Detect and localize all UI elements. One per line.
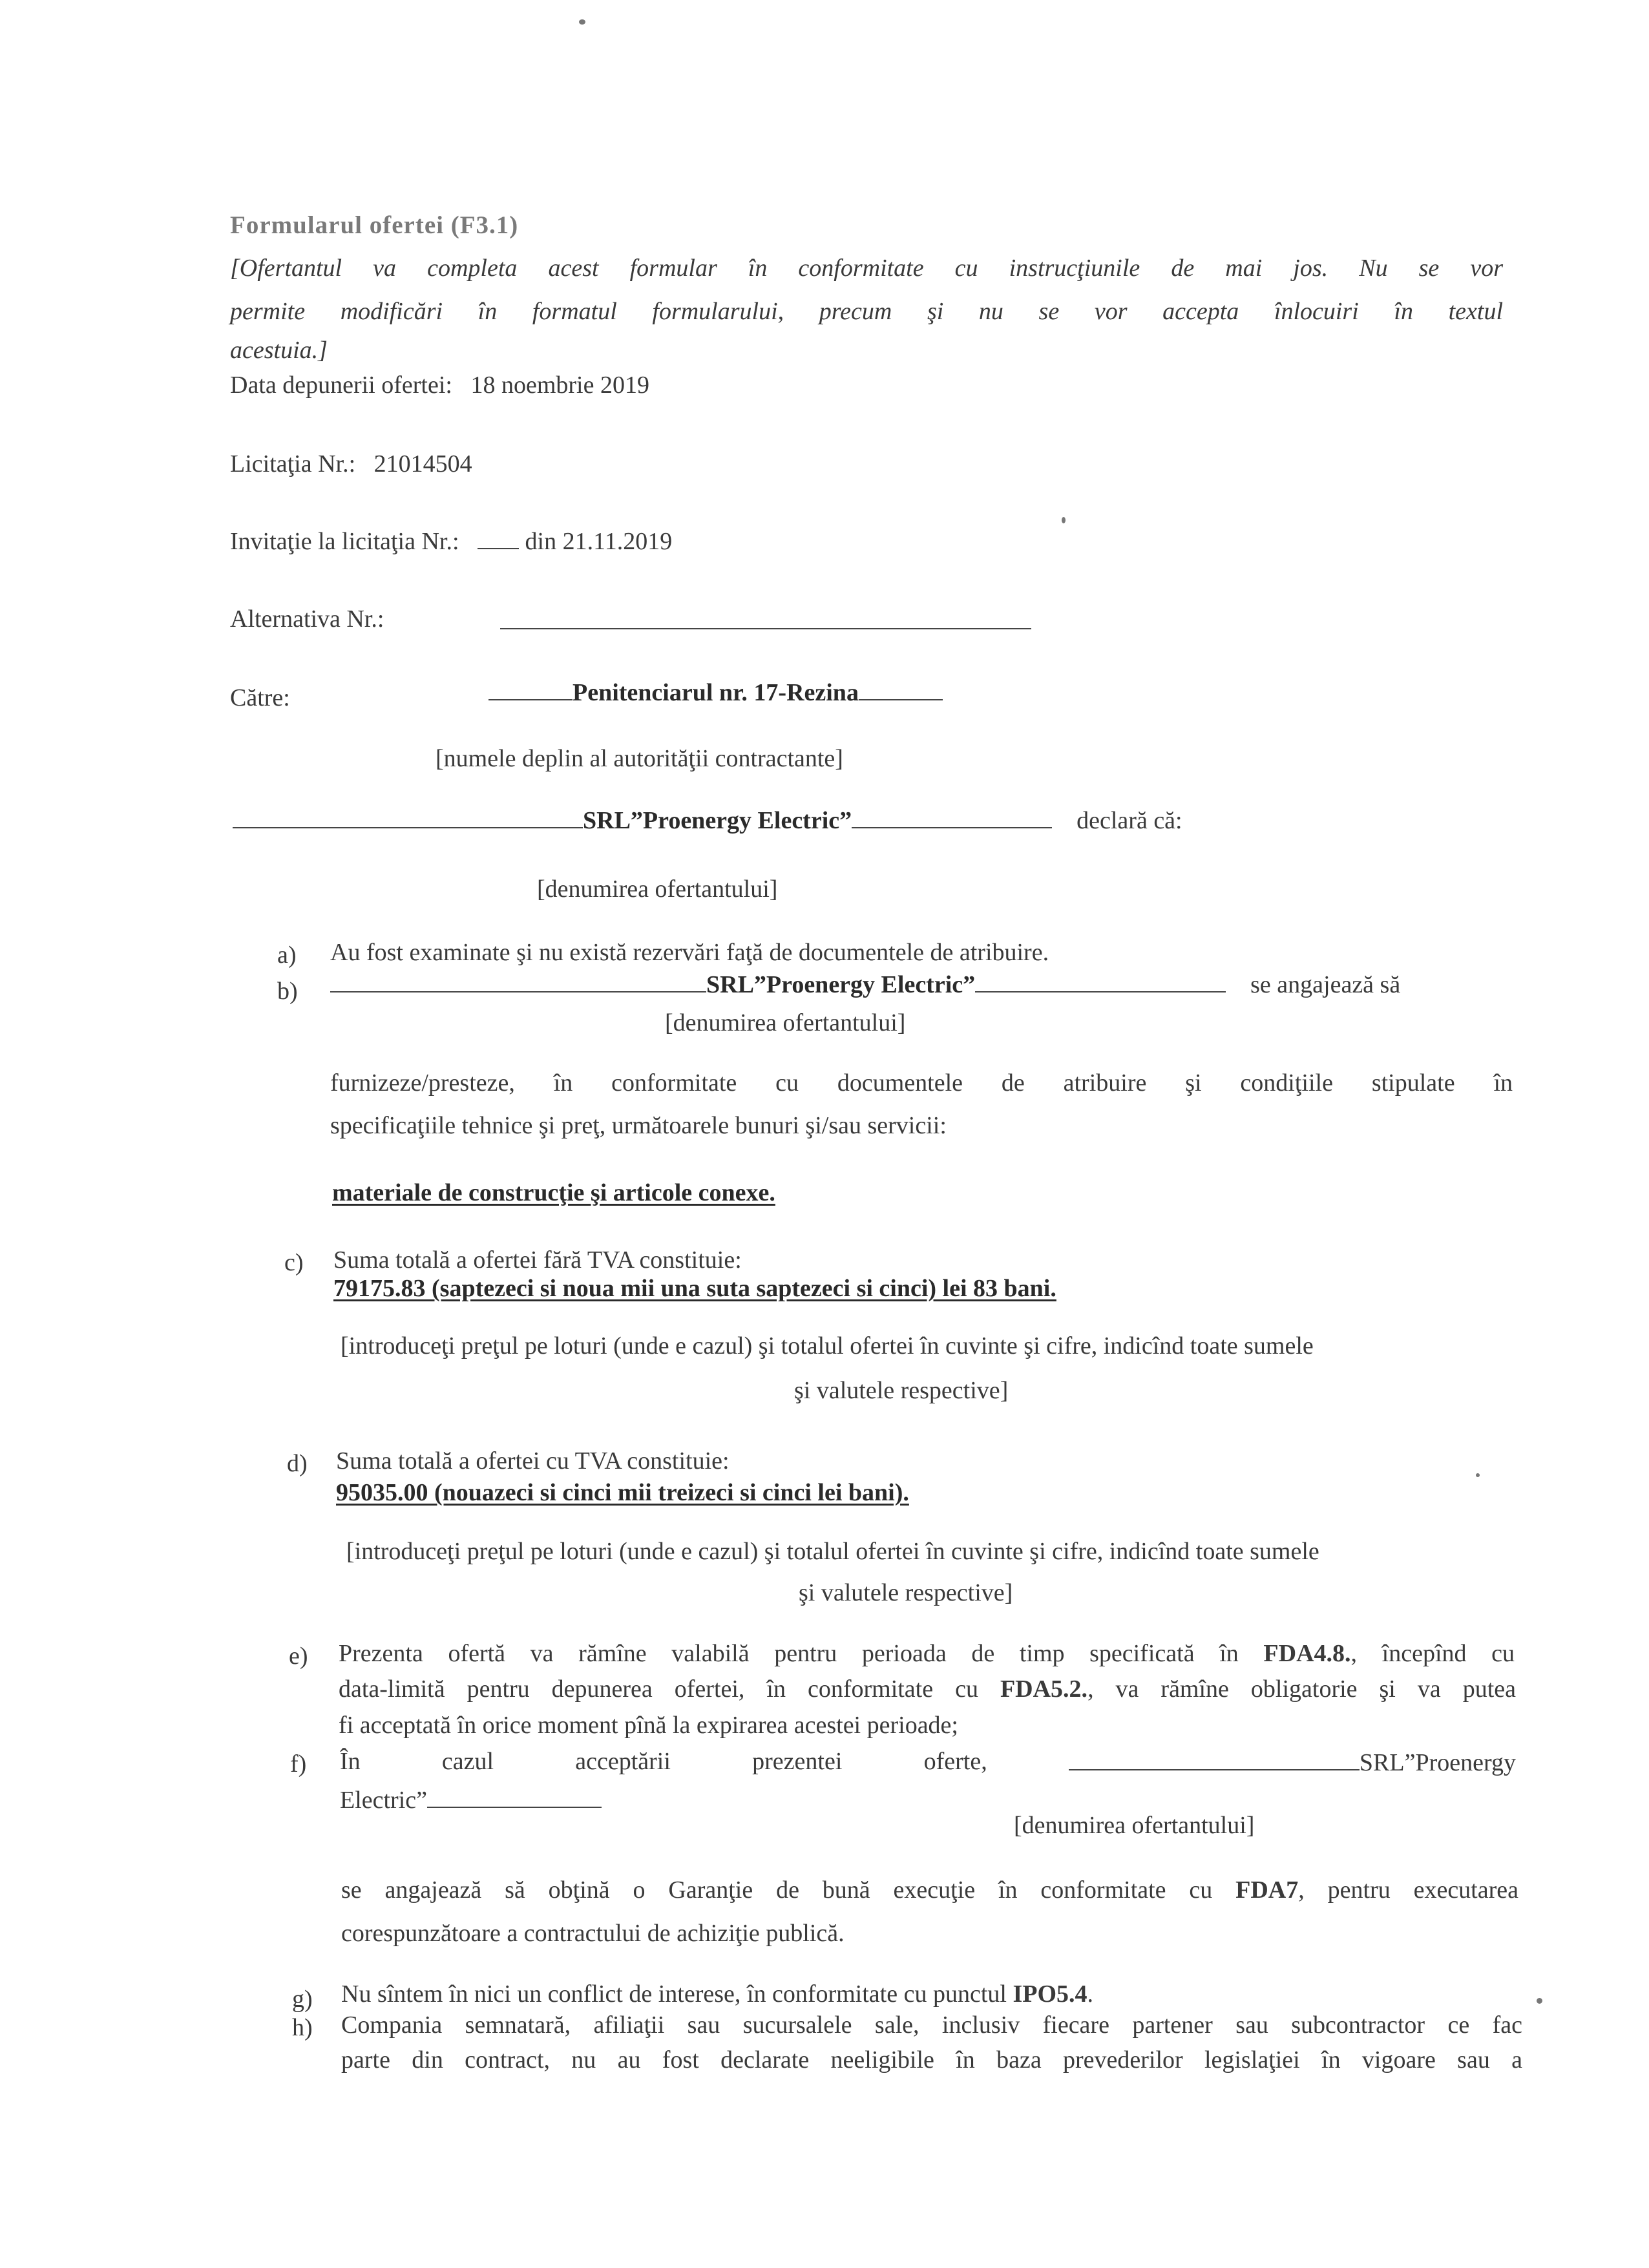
price-hint: [introduceţi preţul pe loturi (unde e cazul) şi totalul ofertei în cuvinte şi cifre, indicînd toate sumele <box>341 1332 1314 1360</box>
value: din 21.11.2019 <box>525 528 673 555</box>
value: 21014504 <box>373 450 472 478</box>
bidder-name: SRL”Proenergy Electric” <box>583 807 852 834</box>
price-hint: şi valutele respective] <box>794 1377 1009 1404</box>
blank-line <box>478 526 519 549</box>
word: În <box>340 1748 361 1775</box>
blank-line <box>975 969 1226 992</box>
blank-line <box>852 805 1052 828</box>
blank-line <box>488 677 572 700</box>
price-hint: [introduceţi preţul pe loturi (unde e cazul) şi totalul ofertei în cuvinte şi cifre, indicînd toate sumele <box>346 1538 1319 1565</box>
value: 18 noembrie 2019 <box>470 372 649 399</box>
declares: declară că: <box>1077 807 1182 834</box>
text: Nu sîntem în nici un conflict de interese, în conformitate cu punctul <box>341 1980 1013 2008</box>
blank-line <box>859 677 943 700</box>
price-hint: şi valutele respective] <box>799 1579 1013 1606</box>
item-d-label: d) <box>287 1450 308 1477</box>
text: , va rămîne obligatorie şi va putea <box>1087 1675 1516 1703</box>
authority-name: Penitenciarul nr. 17-Rezina <box>572 679 859 706</box>
blank-line <box>330 969 706 992</box>
blank-line <box>427 1785 602 1808</box>
blank-line <box>1069 1747 1360 1770</box>
item-a-text: Au fost examinate şi nu există rezervări faţă de documentele de atribuire. <box>330 939 1049 966</box>
reference: IPO5.4 <box>1013 1980 1087 2008</box>
text: , începînd cu <box>1350 1640 1515 1667</box>
commits: se angajează să <box>1250 971 1401 998</box>
item-f-text <box>340 1747 1516 1777</box>
item-f-label: f) <box>290 1750 307 1778</box>
text: . <box>1087 1980 1093 2008</box>
reference: FDA4.8. <box>1263 1640 1351 1667</box>
text: data-limită pentru depunerea ofertei, în conformitate cu <box>339 1675 1000 1703</box>
item-h-text: Compania semnatară, afiliaţii sau sucursalele sale, inclusiv fiecare partener sau subcontractor ce fac <box>341 2011 1522 2039</box>
item-b-line <box>330 969 1400 999</box>
item-b-text: furnizeze/presteze, în conformitate cu documentele de atribuire şi condiţiile stipulate în <box>330 1069 1513 1097</box>
form-title: Formularul ofertei (F3.1) <box>230 211 519 239</box>
word: acceptării <box>575 1748 671 1775</box>
name: SRL”Proenergy <box>1359 1749 1516 1776</box>
label: Invitaţie la licitaţia Nr.: <box>230 528 459 555</box>
item-f-text: corespunzătoare a contractului de achiziţie publică. <box>341 1920 845 1947</box>
scan-speck <box>1476 1473 1480 1477</box>
instructions-line: acestuia.] <box>230 337 328 364</box>
item-e-text: fi acceptată în orice moment pînă la expirarea acestei perioade; <box>339 1712 958 1739</box>
item-f-text <box>341 1876 1518 1904</box>
label: Data depunerii ofertei: <box>230 372 452 399</box>
word: prezentei <box>752 1748 843 1775</box>
word: oferte, <box>923 1748 987 1775</box>
item-g-text <box>341 1980 1093 2008</box>
tender-number <box>230 450 472 478</box>
text: , pentru executarea <box>1298 1876 1518 1904</box>
item-d-text: Suma totală a ofertei cu TVA constituie: <box>336 1447 730 1475</box>
item-c-text: Suma totală a ofertei fără TVA constituie: <box>333 1246 742 1274</box>
bidder-line <box>233 805 1182 835</box>
invitation <box>230 526 672 556</box>
item-e-text <box>339 1639 1515 1668</box>
to-label: Către: <box>230 684 290 711</box>
item-h-label: h) <box>292 2014 313 2041</box>
word: cazul <box>441 1748 494 1775</box>
item-b-text: specificaţiile tehnice şi preţ, următoarele bunuri şi/sau servicii: <box>330 1112 947 1139</box>
alternative-blank <box>500 628 1031 629</box>
item-b-label: b) <box>277 978 298 1005</box>
instructions-line: permite modificări în formatul formularului, precum şi nu se vor accepta înlocuiri în textul <box>230 298 1503 325</box>
instructions-line: [Ofertantul va completa acest formular în conformitate cu instrucţiunile de mai jos. Nu se vor <box>230 255 1503 282</box>
reference: FDA5.2. <box>1000 1675 1088 1703</box>
label: Licitaţia Nr.: <box>230 450 356 478</box>
authority-hint: [numele deplin al autorităţii contractante] <box>436 745 843 772</box>
amount-without-vat: 79175.83 (saptezeci si noua mii una suta saptezeci si cinci) lei 83 bani. <box>333 1275 1056 1302</box>
bidder-name: SRL”Proenergy Electric” <box>706 971 976 998</box>
reference: FDA7 <box>1235 1876 1299 1904</box>
goods-description: materiale de construcţie şi articole conexe. <box>332 1179 775 1206</box>
item-e-text <box>339 1675 1516 1703</box>
item-h-text: parte din contract, nu au fost declarate neeligibile în baza prevederilor legislaţiei în vigoare sau a <box>341 2046 1522 2074</box>
amount-with-vat: 95035.00 (nouazeci si cinci mii treizeci si cinci lei bani). <box>336 1479 909 1506</box>
bidder-hint: [denumirea ofertantului] <box>537 876 778 903</box>
name: Electric” <box>340 1787 428 1814</box>
text: Prezenta ofertă va rămîne valabilă pentru perioada de timp specificată în <box>339 1640 1264 1667</box>
bidder-hint: [denumirea ofertantului] <box>665 1009 906 1036</box>
item-g-label: g) <box>292 1986 313 2013</box>
scan-speck <box>579 19 585 25</box>
item-e-label: e) <box>289 1643 308 1670</box>
blank-line <box>233 805 583 828</box>
alternative-label: Alternativa Nr.: <box>230 605 384 633</box>
bidder-hint: [denumirea ofertantului] <box>1014 1812 1255 1839</box>
scan-speck <box>1537 1998 1542 2004</box>
item-f-name <box>340 1785 602 1814</box>
bidder-name <box>1069 1747 1516 1777</box>
text: se angajează să obţină o Garanţie de bună execuţie în conformitate cu <box>341 1876 1236 1904</box>
submission-date <box>230 371 649 399</box>
to-value <box>488 677 943 707</box>
scan-speck <box>1062 517 1066 523</box>
item-c-label: c) <box>284 1249 304 1276</box>
item-a-label: a) <box>277 941 297 969</box>
